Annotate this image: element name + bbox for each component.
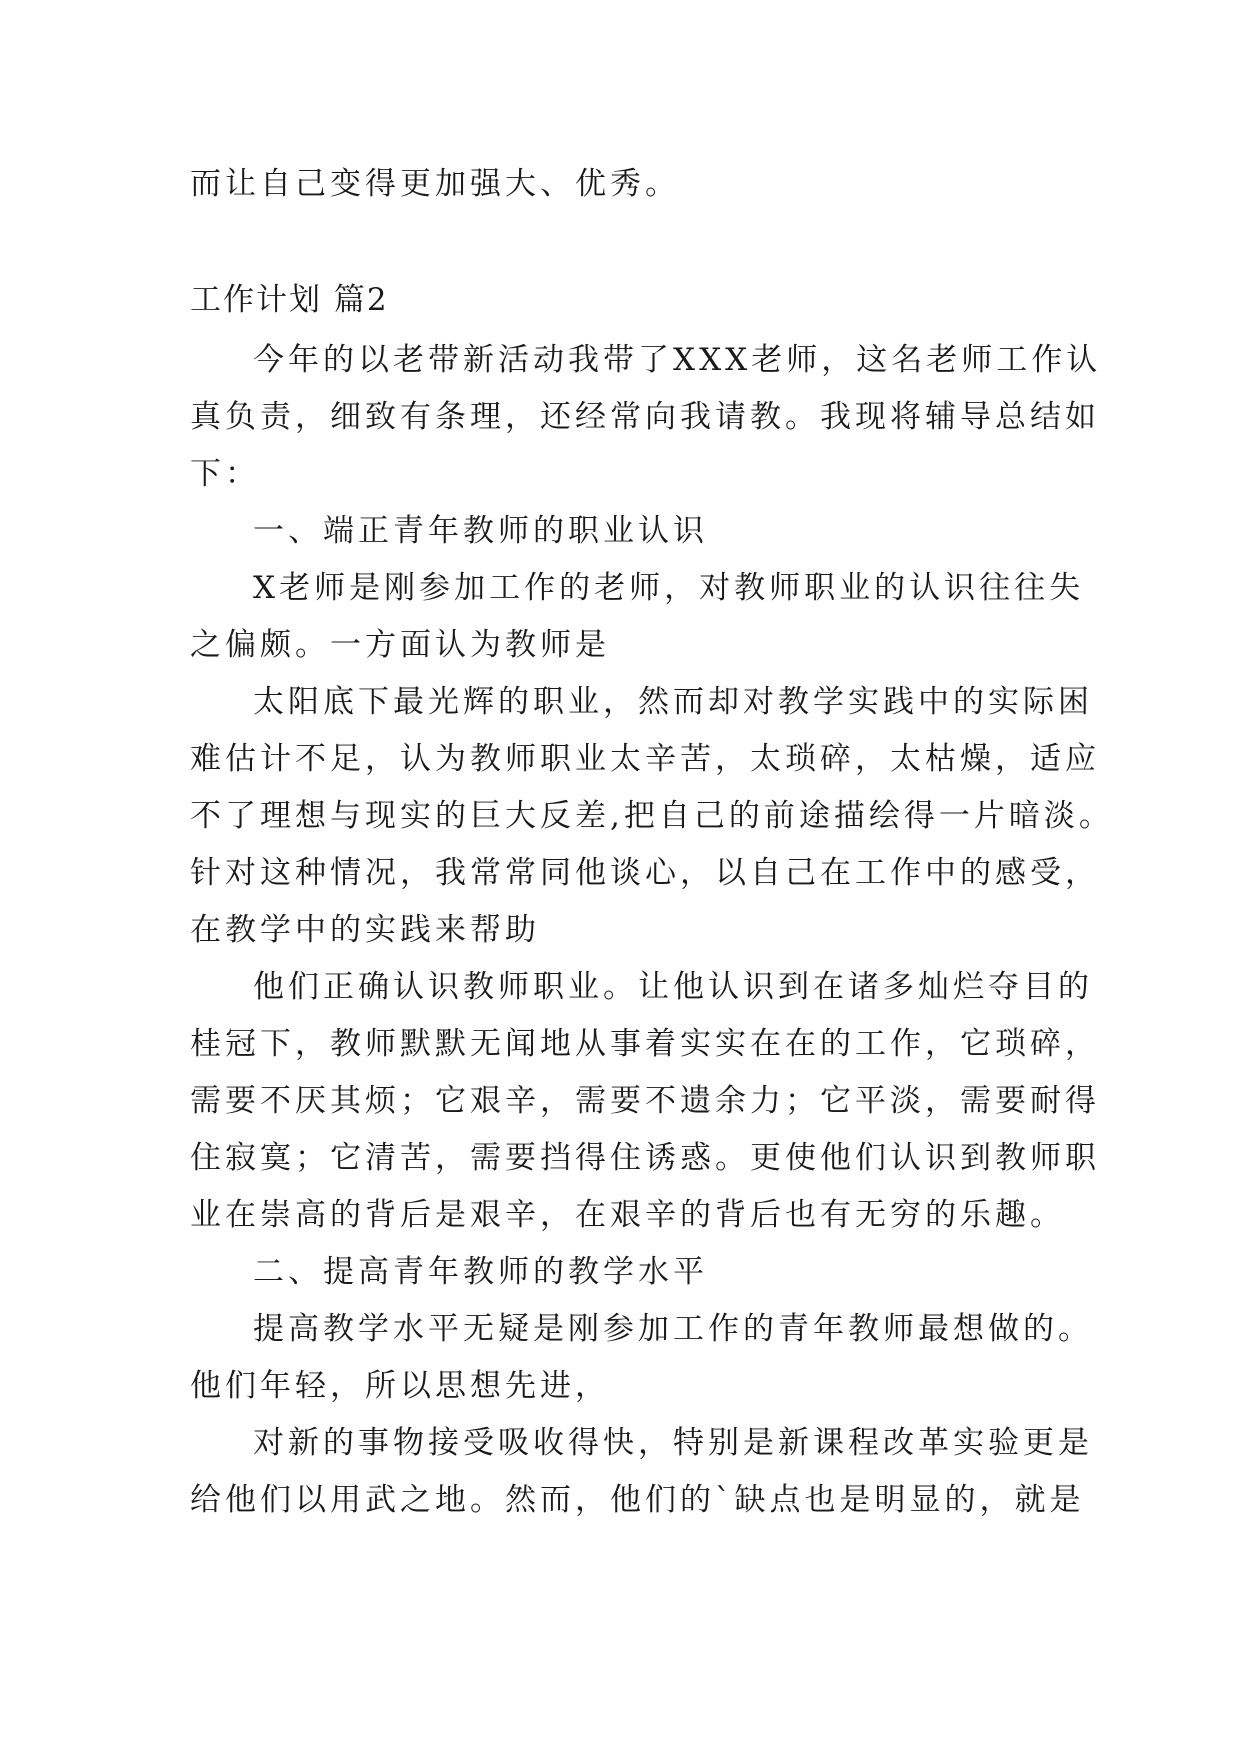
text-line: 针对这种情况，我常常同他谈心，以自己在工作中的感受， bbox=[190, 855, 1100, 891]
text-line: 而让自己变得更加强大、优秀。 bbox=[190, 166, 680, 202]
text-line: 需要不厌其烦；它艰辛，需要不遗余力；它平淡，需要耐得 bbox=[190, 1083, 1100, 1119]
text-line: 住寂寞；它清苦，需要挡得住诱惑。更使他们认识到教师职 bbox=[190, 1140, 1100, 1176]
text-line: 不了理想与现实的巨大反差,把自己的前途描绘得一片暗淡。 bbox=[190, 798, 1114, 834]
text-line: 他们正确认识教师职业。让他认识到在诸多灿烂夺目的 bbox=[253, 969, 1093, 1005]
text-line: 今年的以老带新活动我带了XXX老师，这名老师工作认 bbox=[253, 342, 1102, 378]
subheading: 一、端正青年教师的职业认识 bbox=[253, 513, 708, 549]
text-line: 提高教学水平无疑是刚参加工作的青年教师最想做的。 bbox=[253, 1311, 1093, 1347]
text-line: 太阳底下最光辉的职业，然而却对教学实践中的实际困 bbox=[253, 684, 1093, 720]
text-line: 他们年轻，所以思想先进， bbox=[190, 1368, 610, 1404]
section-title: 工作计划 篇2 bbox=[190, 282, 389, 318]
text-line: 给他们以用武之地。然而，他们的`缺点也是明显的，就是 bbox=[190, 1482, 1085, 1518]
text-line: 真负责，细致有条理，还经常向我请教。我现将辅导总结如 bbox=[190, 399, 1100, 435]
text-line: 下： bbox=[190, 456, 260, 492]
text-line: 业在崇高的背后是艰辛，在艰辛的背后也有无穷的乐趣。 bbox=[190, 1197, 1065, 1233]
text-line: 在教学中的实践来帮助 bbox=[190, 912, 540, 948]
subheading: 二、提高青年教师的教学水平 bbox=[253, 1254, 708, 1290]
text-line: 之偏颇。一方面认为教师是 bbox=[190, 627, 610, 663]
text-line: X老师是刚参加工作的老师，对教师职业的认识往往失 bbox=[253, 570, 1085, 606]
text-line: 难估计不足，认为教师职业太辛苦，太琐碎，太枯燥，适应 bbox=[190, 741, 1100, 777]
text-line: 对新的事物接受吸收得快，特别是新课程改革实验更是 bbox=[253, 1425, 1093, 1461]
text-line: 桂冠下，教师默默无闻地从事着实实在在的工作，它琐碎， bbox=[190, 1026, 1100, 1062]
